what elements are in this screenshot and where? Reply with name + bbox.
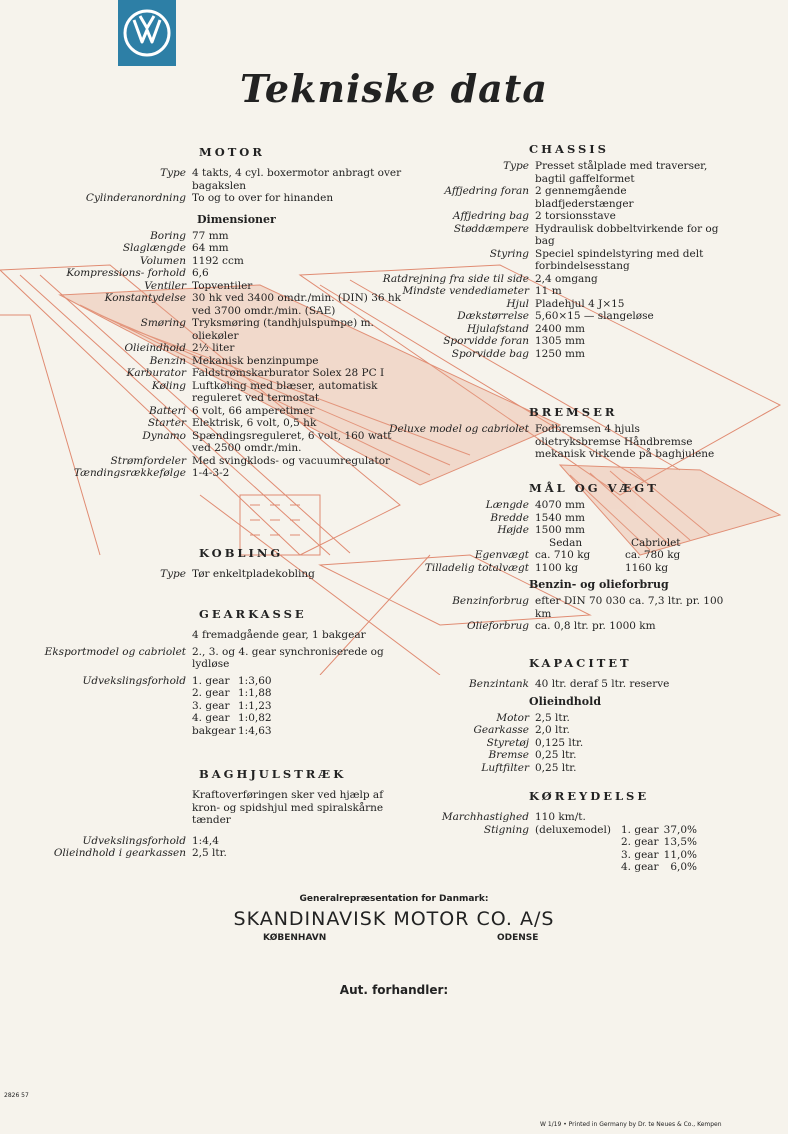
spec-row [310,223,725,248]
spec-value: 4070 mm [535,499,585,511]
weight-sedan: ca. 710 kg [535,549,591,561]
spec-value: 2 torsionsstave [535,210,616,222]
weight-label: Egenvægt [474,549,529,561]
spec-row [310,348,725,361]
page-title: Tekniske data [240,66,548,111]
spec-row [310,595,731,620]
kapacitet-heading: KAPACITET [529,656,632,670]
spec-label: Længde [485,499,529,511]
spec-value: 64 mm [192,242,229,254]
spec-label: Konstantydelse [104,292,186,304]
spec-row [310,323,725,336]
spec-value: 1250 mm [535,347,585,360]
weight-row [310,549,731,562]
spec-value: Fodbremsen 4 hjuls olietryksbremse Håndbremse mekanisk virkende på baghjulene [535,423,715,460]
spec-row [310,724,725,737]
stigning-line [621,824,721,837]
spec-label: Udvekslingsforhold [82,834,186,847]
koerey-heading: KØREYDELSE [529,789,650,803]
stigning-pct: 37,0% [663,823,697,836]
ratio-value: 1:1,23 [238,699,272,712]
spec-value: Speciel spindelstyring med delt forbindelsesstang [535,247,704,272]
spec-row [310,273,725,286]
spec-label: Benzin [149,354,186,367]
spec-value: 40 ltr. deraf 5 ltr. reserve [535,678,670,690]
spec-row [310,499,731,512]
spec-value: 1192 ccm [192,254,244,267]
dimensioner-heading: Dimensioner [197,212,276,226]
spec-label: Cylinderanordning [85,192,186,204]
spec-value: Elektrisk, 6 volt, 0,5 hk [192,417,317,429]
spec-label: Benzinforbrug [452,595,529,607]
spec-label: Benzintank [469,678,529,690]
spec-label: Hjul [506,297,529,310]
spec-value: Mekanisk benzinpumpe [192,354,319,367]
stigning-note: (deluxemodel) [535,823,611,836]
spec-value: Presset stålplade med traverser, bagtil gaffelformet [535,160,708,185]
spec-label: Type [503,160,529,172]
spec-value: 1305 mm [535,335,585,347]
ratio-label: Udvekslingsforhold [82,674,186,687]
stigning-label: Stigning [483,823,529,836]
print-code: 2826 57 [4,1092,29,1099]
spec-value: 0,25 ltr. [535,761,577,774]
spec-row [0,467,402,480]
spec-value: 2,4 omgang [535,272,598,285]
spec-value: Topventiler [192,279,253,292]
spec-label: Olieforbrug [467,620,529,632]
spec-value: 6 volt, 66 amperetimer [192,404,315,417]
maal-heading: MÅL OG VÆGT [529,481,659,495]
spec-label: Tændingsrækkefølge [73,467,186,479]
spec-row [310,185,725,210]
printer-note: W 1/19 • Printed in Germany by Dr. te Neues & Co., Kempen [540,1121,722,1128]
spec-label: Boring [150,229,186,242]
spec-label: Sporvidde foran [443,335,529,347]
spec-value: 1540 mm [535,511,585,524]
spec-row [310,524,731,537]
spec-value: 110 km/t. [535,811,586,823]
spec-value: 2,5 ltr. [535,711,570,724]
spec-label: Styring [489,247,529,260]
spec-label: Starter [147,417,186,429]
spec-label: Kompressions- forhold [66,267,186,279]
baghjul-heading: BAGHJULSTRÆK [199,767,347,781]
city-left: KØBENHAVN [263,933,327,943]
spec-label: Gearkasse [473,724,529,736]
spec-row [310,210,725,223]
ratio-gear: 1. gear [192,674,230,687]
city-right: ODENSE [497,933,539,943]
chassis-section [310,142,725,360]
spec-label: Marchhastighed [441,811,529,823]
spec-row [310,749,725,762]
col-sedan: Sedan [549,536,583,549]
col-cabriolet: Cabriolet [631,536,681,549]
spec-row [310,678,725,691]
ratio-value: 1:3,60 [238,674,272,687]
representation-label: Generalrepræsentation for Danmark: [299,894,489,904]
spec-label: Smøring [140,317,186,329]
ratio-gear: bakgear [192,724,236,737]
spec-value: Hydraulisk dobbeltvirkende for og bag [535,222,719,247]
spec-value: Spændingsreguleret, 6 volt, 160 watt ved 2500 omdr./min. [192,429,392,454]
spec-label: Slaglængde [122,242,186,254]
vw-logo-icon [122,8,172,58]
spec-value: Med svingklods- og vacuumregulator [192,454,391,467]
spec-row [310,335,725,348]
weight-cabriolet: ca. 780 kg [625,549,681,561]
spec-label: Affjedring bag [452,210,529,222]
spec-value: 11 m [535,285,562,297]
stigning-gear: 4. gear [621,861,659,873]
spec-value: 0,125 ltr. [535,736,584,749]
gearkasse-intro: 4 fremadgående gear, 1 bakgear [192,629,366,641]
spec-label: Ventiler [144,279,186,292]
spec-row [310,620,731,633]
spec-value: Luftkøling med blæser, automatisk reguleret ved termostat [192,379,378,404]
ratio-value: 1:0,82 [238,712,272,724]
spec-label: Bremse [488,749,529,761]
spec-label: Strømfordeler [110,454,186,467]
kapacitet-section [310,656,725,774]
weight-row [310,562,731,575]
spec-value: 1-4-3-2 [192,467,230,479]
stigning-pct: 13,5% [663,836,697,848]
stigning-gear: 1. gear [621,823,659,836]
dealer-label: Aut. forhandler: [339,983,449,997]
bremser-section [310,405,725,461]
company-name: SKANDINAVISK MOTOR CO. A/S [233,908,555,930]
spec-label: Type [160,167,186,179]
spec-label: Hjulafstand [466,322,529,335]
spec-row [310,160,725,185]
spec-value: 77 mm [192,229,229,242]
spec-value: 2,0 ltr. [535,724,570,736]
weight-label: Tilladelig totalvægt [424,561,529,574]
spec-value: Faldstrømskarburator Solex 28 PC I [192,367,385,379]
spec-value: To og to over for hinanden [192,192,334,204]
spec-label: Ratdrejning fra side til side [382,272,529,285]
spec-label: Eksportmodel og cabriolet [44,645,186,658]
spec-value: Tør enkeltpladekobling [192,568,315,580]
weight-sedan: 1100 kg [535,561,579,574]
spec-label: Karburator [126,367,186,379]
spec-row [310,298,725,311]
koerey-section [310,789,725,874]
stigning-line [621,836,721,849]
stigning-line [621,861,721,874]
spec-value: 2½ liter [192,342,235,354]
spec-value: 2,5 ltr. [192,847,227,859]
spec-value: 30 hk ved 3400 omdr./min. (DIN) 36 hk ved 3700 omdr./min. (SAE) [192,292,402,317]
spec-label: Dynamo [142,429,186,442]
gearkasse-heading: GEARKASSE [199,607,307,621]
spec-value: ca. 0,8 ltr. pr. 1000 km [535,620,656,632]
spec-label: Støddæmpere [453,222,529,235]
spec-value: 1500 mm [535,524,585,536]
spec-label: Mindste vendediameter [402,285,529,297]
stigning-pct: 6,0% [670,861,697,873]
spec-label: Luftfilter [481,761,529,774]
chassis-heading: CHASSIS [529,142,609,156]
weight-cabriolet: 1160 kg [625,561,669,574]
spec-label: Dækstørrelse [457,310,529,322]
spec-row [0,380,402,405]
spec-label: Volumen [140,254,186,267]
ratio-gear: 3. gear [192,699,230,712]
spec-row [310,811,725,824]
spec-label: Styretøj [486,736,529,749]
spec-value: Pladehjul 4 J×15 [535,297,625,310]
stigning-line [621,849,721,862]
ratio-value: 1:1,88 [238,687,272,699]
spec-row [0,367,402,380]
spec-label: Olieindhold [124,342,186,354]
spec-label: Bredde [490,511,529,524]
olie-heading: Olieindhold [529,694,602,708]
spec-row [310,512,731,525]
baghjul-intro: Kraftoverføringen sker ved hjælp af kron- og spidshjul med spiralskårne tænder [192,789,384,826]
kobling-heading: KOBLING [199,546,284,560]
spec-value: 2., 3. og 4. gear synchroniserede og lydløse [192,645,384,670]
stigning-pct: 11,0% [663,848,697,861]
spec-row [310,762,725,775]
spec-row [310,423,725,461]
spec-value: 2400 mm [535,322,585,335]
stigning-gear: 2. gear [621,836,659,848]
ratio-gear: 2. gear [192,687,230,699]
spec-label: Olieindhold i gearkassen [53,847,186,859]
spec-label: Batteri [148,404,186,417]
spec-value: 1:4,4 [192,834,219,847]
stigning-gear: 3. gear [621,848,659,861]
motor-heading: MOTOR [199,145,265,159]
spec-value: 5,60×15 — slangeløse [535,310,654,322]
bremser-heading: BREMSER [529,405,618,419]
spec-label: Deluxe model og cabriolet [389,423,529,435]
spec-row [310,712,725,725]
stigning-list [621,824,721,874]
ratio-gear: 4. gear [192,712,230,724]
fuel-heading: Benzin- og olieforbrug [529,578,669,591]
spec-value: 6,6 [192,267,209,279]
spec-value: Tryksmøring (tandhjulspumpe) m. oliekøler [192,317,374,342]
spec-label: Højde [497,524,529,536]
spec-value: efter DIN 70 030 ca. 7,3 ltr. pr. 100 km [535,595,724,620]
spec-row [310,285,725,298]
spec-value: 0,25 ltr. [535,749,577,761]
ratio-value: 1:4,63 [238,724,272,737]
spec-label: Køling [151,379,186,392]
spec-row [310,737,725,750]
vw-logo [118,0,176,66]
spec-label: Sporvidde bag [451,347,529,360]
spec-label: Affjedring foran [444,185,529,197]
spec-row [310,248,725,273]
spec-label: Type [160,568,186,580]
spec-row [310,310,725,323]
spec-value: 4 takts, 4 cyl. boxermotor anbragt over bagakslen [192,167,402,192]
spec-label: Motor [496,711,529,724]
spec-value: 2 gennemgående bladfjederstænger [535,185,634,210]
maal-section [310,481,731,633]
